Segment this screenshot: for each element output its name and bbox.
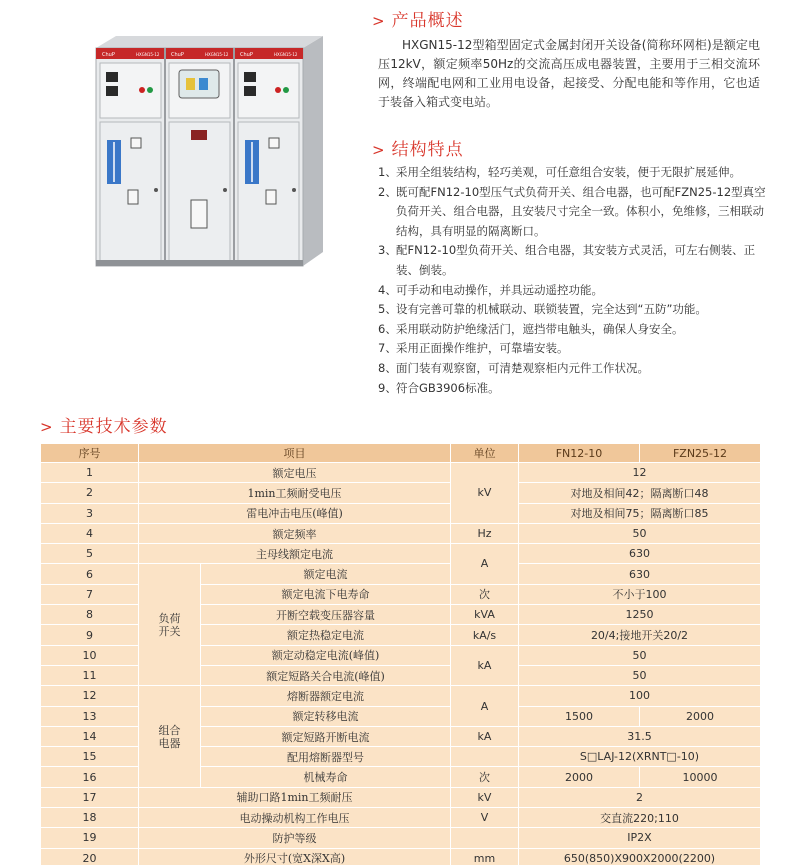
table-row: 10 额定动稳定电流(峰值) kA 50 — [41, 645, 761, 665]
table-row: 18 电动操动机构工作电压 V 交直流220;110 — [41, 808, 761, 828]
header-seq: 序号 — [41, 444, 139, 463]
table-row: 19 防护等级 IP2X — [41, 828, 761, 848]
features-title: 结构特点 — [391, 140, 464, 160]
features-heading — [372, 135, 464, 160]
table-row: 11 额定短路关合电流(峰值) 50 — [41, 665, 761, 685]
params-title: 主要技术参数 — [59, 417, 168, 437]
table-row: 3 雷电冲击电压(峰值) 对地及相间75；隔离断口85 — [41, 503, 761, 523]
list-item: 3、 配FN12-10型负荷开关、组合电器，其安装方式灵活，可左右侧装、正装、倒装。 — [378, 243, 756, 277]
panel-label-1: HXGN15-12 — [136, 52, 160, 57]
table-row: 9 额定热稳定电流 kA/s 20/4;接地开关20/2 — [41, 625, 761, 645]
params-table — [40, 443, 761, 865]
table-row: 14 额定短路开断电流 kA 31.5 — [41, 726, 761, 746]
list-item: 8、 面门装有观察窗，可清楚观察柜内元件工作状况。 — [378, 360, 649, 375]
overview-title: 产品概述 — [391, 11, 464, 31]
table-row: 17 辅助口路1min工频耐压 kV 2 — [41, 787, 761, 807]
table-header-row — [41, 444, 761, 463]
table-row: 4 额定频率 Hz 50 — [41, 523, 761, 543]
overview-heading — [372, 6, 464, 31]
header-unit: 单位 — [451, 444, 519, 463]
list-item: 6、 采用联动防护绝缘活门，遮挡带电触头，确保人身安全。 — [378, 321, 684, 336]
table-row: 6 负荷 开关 额定电流 630 — [41, 564, 761, 584]
header-fzn: FZN25-12 — [640, 444, 761, 463]
table-row: 15 配用熔断器型号 S□LAJ-12(XRNT□-10) — [41, 747, 761, 767]
table-row: 12 组合 电器 熔断器额定电流 A 100 — [41, 686, 761, 706]
chevron-right-icon: > — [372, 141, 386, 159]
table-row: 8 开断空载变压器容量 kVA 1250 — [41, 605, 761, 625]
panel-label-3: HXGN15-12 — [274, 52, 298, 57]
header-item: 项目 — [139, 444, 451, 463]
table-row: 7 额定电流下电寿命 次 不小于100 — [41, 584, 761, 604]
table-row: 16 机械寿命 次 2000 10000 — [41, 767, 761, 787]
brand-label-3: ChuP — [240, 52, 253, 58]
list-item: 7、 采用正面操作维护，可靠墙安装。 — [378, 341, 569, 356]
header-fn: FN12-10 — [519, 444, 640, 463]
features-list — [378, 163, 770, 398]
table-row: 5 主母线额定电流 A 630 — [41, 544, 761, 564]
list-item: 9、 符合GB3906标准。 — [378, 380, 500, 395]
chevron-right-icon: > — [40, 418, 54, 436]
list-item: 1、 采用全组装结构，轻巧美观，可任意组合安装，便于无限扩展延伸。 — [378, 165, 741, 179]
list-item: 4、 可手动和电动操作，并具远动遥控功能。 — [378, 282, 603, 297]
table-row: 2 1min工频耐受电压 对地及相间42；隔离断口48 — [41, 483, 761, 503]
list-item: 2、 既可配FN12-10型压气式负荷开关、组合电器，也可配FZN25-12型真空负荷开关、组合电器，且安装尺寸完全一致。体积小，免维修，三相联动结构，具有明显的隔离断口。 — [378, 184, 766, 238]
switchgear-photo — [78, 30, 328, 270]
panel-label-2: HXGN15-12 — [205, 52, 229, 57]
overview-paragraph: HXGN15-12型箱型固定式金属封闭开关设备(简称环网柜)是额定电压12kV，额定频率50Hz的交流高压成电器装置，主要用于三相交流环网，终端配电网和工业用电设备，起接受、分配电能和等作用，它也适于装备入箱式变电站。 — [378, 38, 760, 109]
brand-label-1: ChuP — [102, 52, 115, 58]
table-row: 1 额定电压 kV 12 — [41, 463, 761, 483]
group-load-switch: 负荷 开关 — [139, 564, 201, 686]
list-item: 5、 设有完善可靠的机械联动、联锁装置，完全达到“五防”功能。 — [378, 302, 707, 317]
table-row: 20 外形尺寸(宽X深X高) mm 650(850)X900X2000(2200) — [41, 848, 761, 865]
brand-label-2: ChuP — [171, 52, 184, 58]
chevron-right-icon: > — [372, 12, 386, 30]
group-combo-unit: 组合 电器 — [139, 686, 201, 787]
table-row: 13 额定转移电流 1500 2000 — [41, 706, 761, 726]
params-heading — [40, 412, 168, 437]
